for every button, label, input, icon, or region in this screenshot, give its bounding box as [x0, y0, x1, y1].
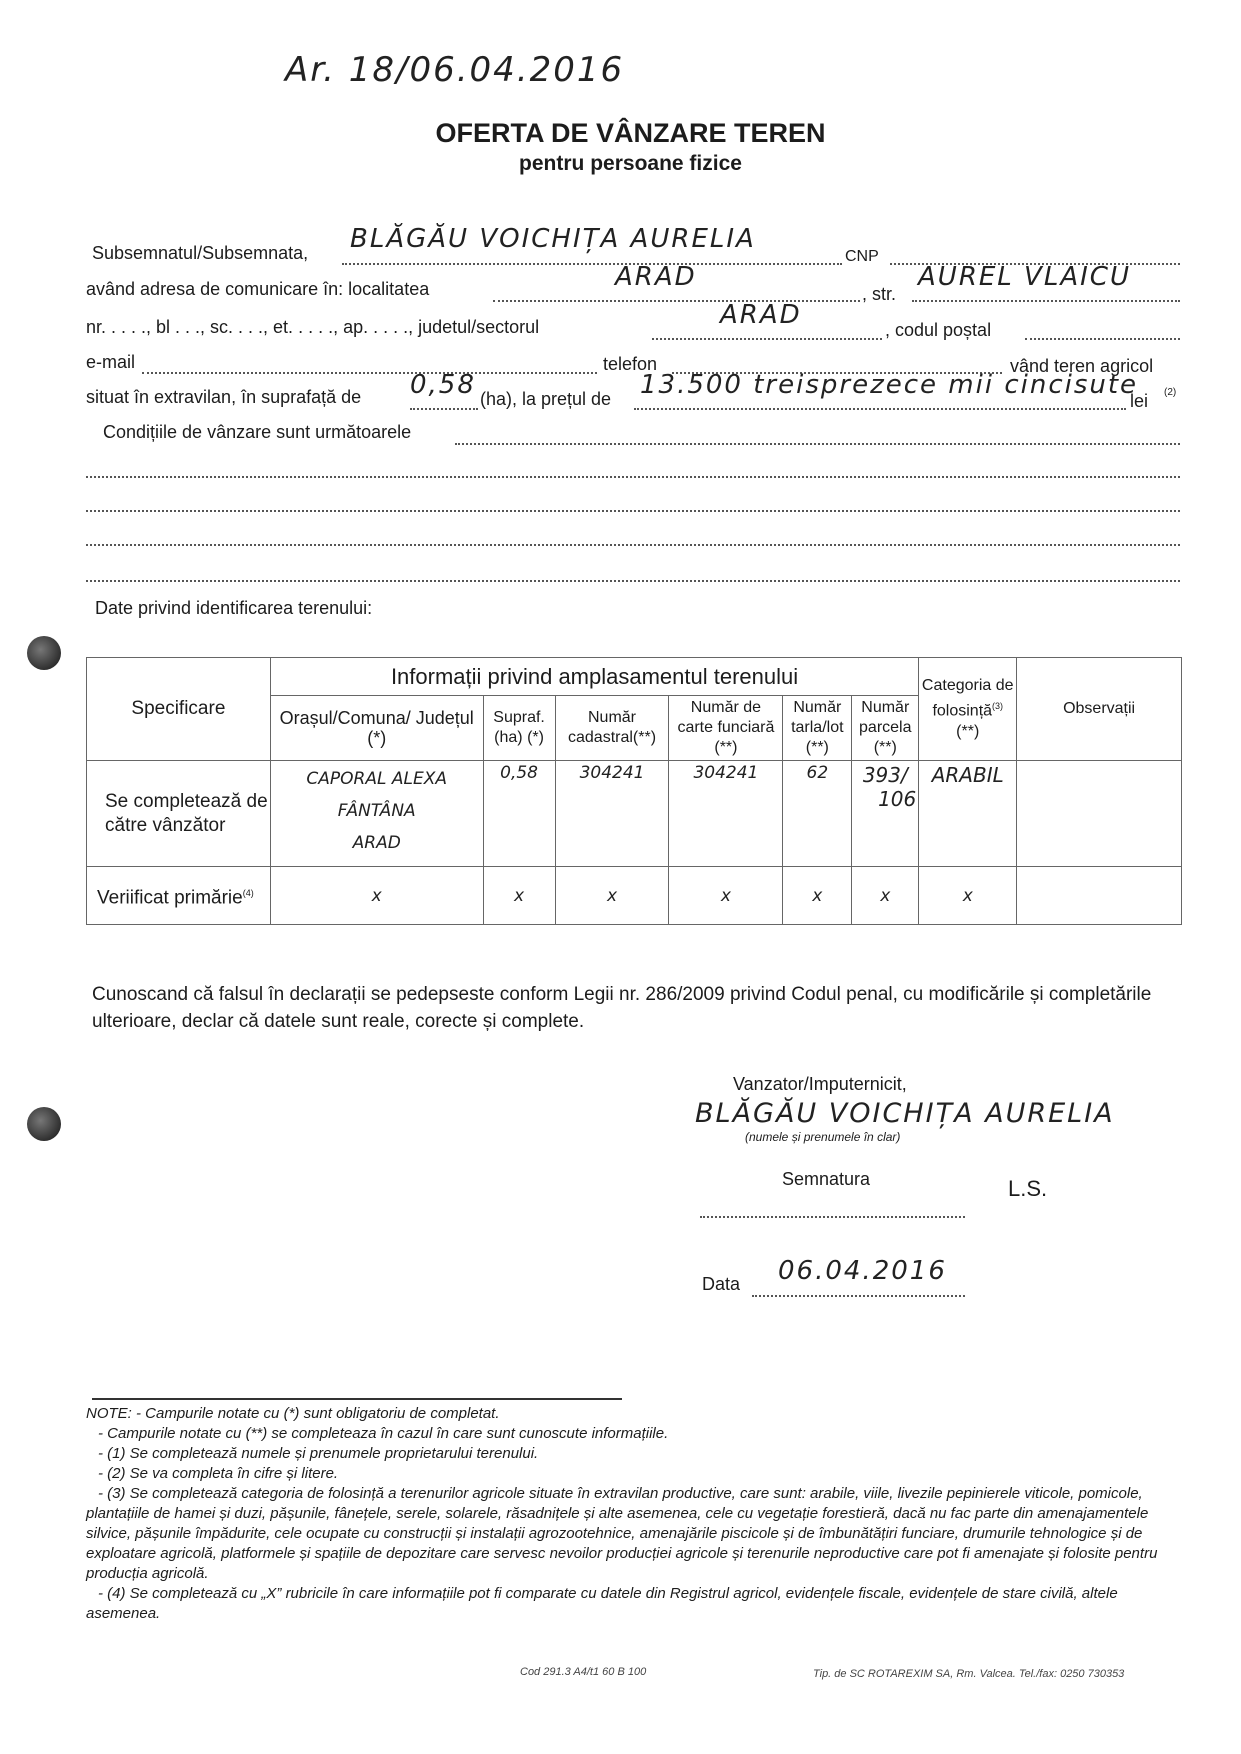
localitatea-field[interactable]: ARAD — [615, 262, 697, 292]
carte-funciara-header: Număr de carte funciară (**) — [669, 696, 783, 761]
semnatura-label: Semnatura — [782, 1169, 871, 1189]
document-subtitle: pentru persoane fizice — [519, 152, 742, 175]
verificat-oras-cell[interactable]: x — [270, 867, 483, 925]
verificat-cadastral-cell[interactable]: x — [555, 867, 669, 925]
vanzator-label: Vanzator/Imputernicit, — [733, 1074, 907, 1094]
strada-field[interactable]: AUREL VLAICU — [918, 262, 1131, 292]
oras-cell[interactable]: CAPORAL ALEXA FÂNTÂNA ARAD — [270, 761, 483, 867]
seller-row — [87, 761, 1182, 867]
oras-header: Orașul/Comuna/ Județul (*) — [270, 696, 483, 761]
conditii-line-1[interactable] — [455, 423, 1180, 445]
verificat-parcela-cell[interactable]: x — [852, 867, 919, 925]
cadastral-cell[interactable]: 304241 — [555, 761, 669, 867]
supraf-header: Supraf. (ha) (*) — [483, 696, 555, 761]
seller-row-label: Se completează de către vânzător — [87, 761, 271, 867]
note-6: - (4) Se completează cu „X” rubricile în care informațiile pot fi comparate cu datele din Registrul agricol, evidențele fiscale, evidențele de stare civilă, altele asemenea. — [86, 1585, 1118, 1622]
observatii-cell[interactable] — [1017, 761, 1182, 867]
conditii-label: Condițiile de vânzare sunt următoarele — [103, 422, 412, 442]
data-field[interactable]: 06.04.2016 — [778, 1256, 947, 1286]
note-2: - Campurile notate cu (**) se completeaza în cazul în care sunt cunoscute informațiile. — [98, 1425, 669, 1442]
tarla-cell[interactable]: 62 — [783, 761, 852, 867]
verificat-carte-cell[interactable]: x — [669, 867, 783, 925]
note-4: - (2) Se va completa în cifre și litere. — [98, 1465, 339, 1482]
observatii-header: Observații — [1017, 658, 1182, 761]
situat-label: situat în extravilan, în suprafață de — [86, 387, 362, 407]
ls-label: L.S. — [1008, 1176, 1048, 1201]
nume-clar-note: (numele și prenumele în clar) — [745, 1130, 901, 1144]
conditii-line-2[interactable] — [86, 456, 1180, 478]
parcela-cell[interactable]: 393/ 106 — [852, 761, 919, 867]
signature-line[interactable] — [700, 1202, 965, 1218]
tarla-header: Număr tarla/lot (**) — [783, 696, 852, 761]
note-3: - (1) Se completează numele și prenumele proprietarului terenului. — [98, 1445, 539, 1462]
verificat-supraf-cell[interactable]: x — [483, 867, 555, 925]
notes-separator — [92, 1398, 622, 1400]
date-identificare-label: Date privind identificarea terenului: — [95, 598, 373, 618]
conditii-line-3[interactable] — [86, 490, 1180, 512]
parcela-header: Număr parcela (**) — [852, 696, 919, 761]
nr-line-label: nr. . . . ., bl . . ., sc. . . ., et. . . . ., ap. . . . ., judetul/sectorul — [86, 317, 540, 337]
seller-name-clear[interactable]: BLĂGĂU VOICHIȚA AURELIA — [695, 1098, 1115, 1129]
punch-hole-bottom — [27, 1107, 61, 1141]
judet-field[interactable]: ARAD — [720, 300, 802, 330]
cod-postal-label: , codul poștal — [885, 320, 992, 340]
lei-footnote: (2) — [1164, 387, 1177, 398]
carte-funciara-cell[interactable]: 304241 — [669, 761, 783, 867]
note-5: - (3) Se completează categoria de folosință a terenurilor agricole situate în extravilan productive, care sunt: arabile, viile, livezile pepinierele viticole, pomicole, plantațiile de hamei și duzi, pășunile, fânețele, serele, solarele, răsadnițele și alte asemenea, cele cu vegetație forestieră, dacă nu fac parte din amenajamentele silvice, pășunile împădurite, cele ocupate cu construcții și instalații agrozootehnice, amenajările piscicole și de îmbunătățiri funciare, drumurile tehnologice și de exploatare agricolă, platformele și spațiile de depozitare care servesc nevoilor producției agricole și terenurile neproductive care pot fi amenajate și folosite pentru producția agricolă. — [86, 1485, 1158, 1582]
seller-name-field[interactable]: BLĂGĂU VOICHIȚA AURELIA — [350, 224, 756, 254]
specificare-header: Specificare — [87, 658, 271, 761]
ha-label: (ha), la prețul de — [480, 389, 612, 409]
verificat-categoria-cell[interactable]: x — [919, 867, 1017, 925]
str-label: , str. — [862, 284, 897, 304]
cnp-label: CNP — [845, 248, 879, 265]
verificat-tarla-cell[interactable]: x — [783, 867, 852, 925]
punch-hole-top — [27, 636, 61, 670]
primarie-row-label: Veriificat primărie$^{(4)}$ — [87, 867, 271, 925]
email-field[interactable] — [142, 352, 597, 374]
telefon-label: telefon — [603, 354, 658, 374]
verificat-observatii-cell[interactable] — [1017, 867, 1182, 925]
categoria-cell[interactable]: ARABIL — [919, 761, 1017, 867]
data-label: Data — [702, 1274, 741, 1294]
document-title: OFERTA DE VÂNZARE TEREN — [435, 118, 826, 148]
suprafata-field[interactable]: 0,58 — [410, 370, 476, 400]
vand-label: vând teren agricol — [1010, 356, 1154, 376]
adresa-label: având adresa de comunicare în: localitatea — [86, 279, 430, 299]
printer-info: Tip. de SC ROTAREXIM SA, Rm. Valcea. Tel./fax: 0250 730353 — [813, 1668, 1125, 1680]
primarie-row — [87, 867, 1182, 925]
note-1: NOTE: - Campurile notate cu (*) sunt obligatoriu de completat. — [86, 1405, 500, 1422]
categoria-header: Categoria de folosință$^{(3)}$ (**) — [919, 658, 1017, 761]
form-code: Cod 291.3 A4/t1 60 B 100 — [520, 1666, 647, 1678]
supraf-cell[interactable]: 0,58 — [483, 761, 555, 867]
informatii-header: Informații privind amplasamentul terenului — [270, 658, 918, 696]
subsemnatul-label: Subsemnatul/Subsemnata, — [92, 243, 309, 263]
lei-label: lei — [1130, 391, 1149, 411]
cod-postal-field[interactable] — [1025, 318, 1180, 340]
conditii-line-4[interactable] — [86, 524, 1180, 546]
notes-section — [86, 1404, 1176, 1624]
conditii-line-5[interactable] — [86, 560, 1180, 582]
pret-field[interactable]: 13.500 treisprezece mii cincisute — [640, 370, 1139, 400]
declaration-text: Cunoscand că falsul în declarații se pedepseste conform Legii nr. 286/2009 privind Codul penal, cu modificările și completările ulterioare, declar că datele sunt reale, corecte și complete. — [92, 984, 1152, 1032]
land-table — [86, 657, 1182, 925]
email-label: e-mail — [86, 352, 136, 372]
cadastral-header: Număr cadastral(**) — [555, 696, 669, 761]
registration-number: Ar. 18/06.04.2016 — [285, 50, 625, 90]
